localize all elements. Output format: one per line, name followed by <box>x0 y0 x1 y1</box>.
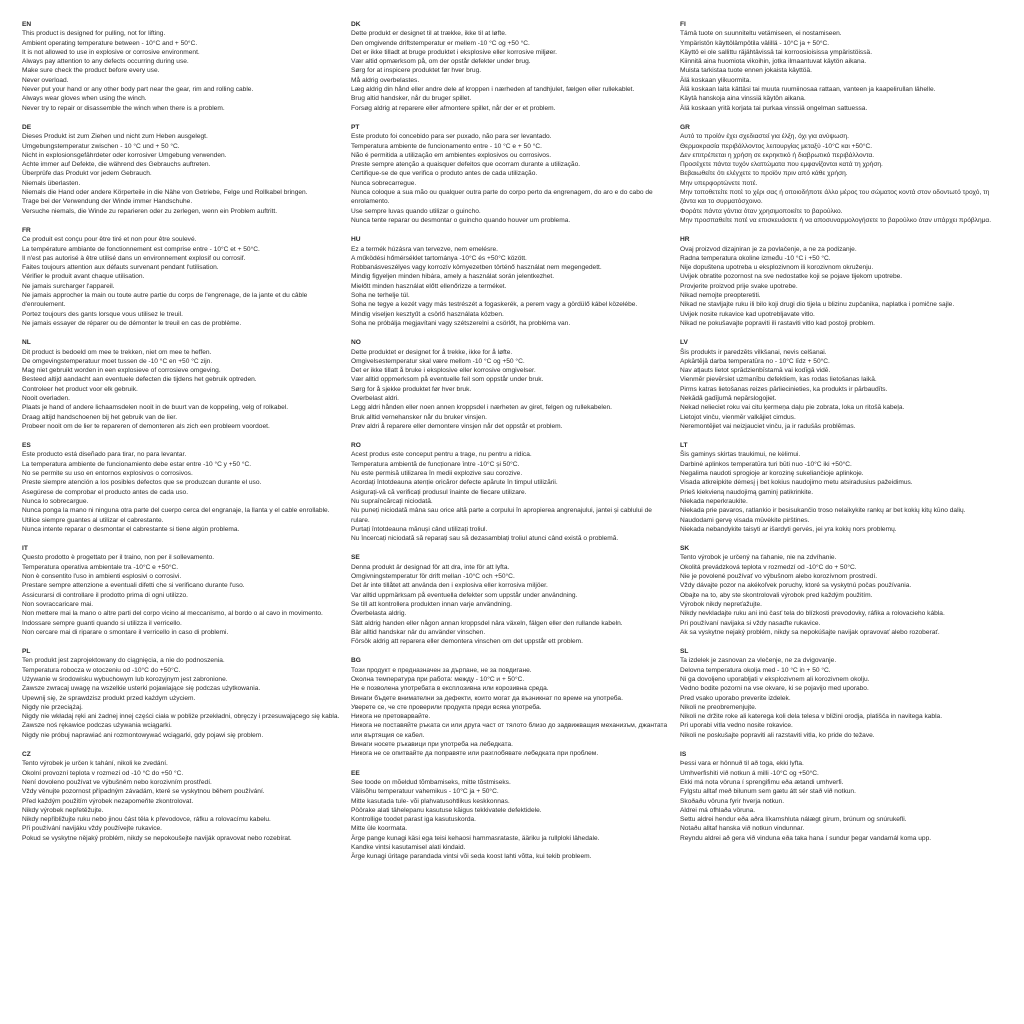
instruction-line: Dette produktet er designet for å trekke, ikke for å løfte. <box>351 348 513 356</box>
instruction-line: Negalima naudoti sprogioje ar korozinę sukeliančioje aplinkoje. <box>680 470 864 478</box>
instruction-line: Acest produs este conceput pentru a trage, nu pentru a ridica. <box>351 451 532 459</box>
instruction-line: Używanie w środowisku wybuchowym lub korozyjnym jest zabronione. <box>22 676 228 683</box>
language-code: NO <box>351 339 361 347</box>
language-code: NL <box>22 339 31 347</box>
instruction-line: Tento výrobek je určen k tahání, nikoli ke zvedání. <box>22 760 168 768</box>
instruction-line: Forsøg aldrig at reparere eller afmontere spillet, når der er et problem. <box>351 104 556 112</box>
instruction-line: Never overload. <box>22 76 69 84</box>
language-code: HR <box>680 236 690 244</box>
instruction-line: Nekādā gadījumā nepārslogojiet. <box>680 394 777 402</box>
language-section-nl <box>22 338 340 431</box>
instruction-line: Ovaj proizvod dizajniran je za povlačenje, a ne za podizanje. <box>680 245 857 253</box>
instruction-line: Sørg for å sjekke produktet før hver bruk. <box>351 385 472 393</box>
instruction-line: Винаги носете ръкавици при употреба на лебедката. <box>351 741 513 749</box>
instruction-line: Vær alltid oppmerksom på eventuelle feil som oppstår under bruk. <box>351 376 544 384</box>
instruction-line: Niekada neperkraukite. <box>680 497 748 505</box>
language-section-fi <box>680 20 1002 113</box>
instruction-line: Vedno bodite pozorni na vse okvare, ki se pojavijo med uporabo. <box>680 685 869 693</box>
instruction-line: Notaðu alltaf hanska við notkun vindunnar. <box>680 825 805 833</box>
instruction-line: Probeer nooit om de lier te repareren of demonteren als zich een probleem voordoet. <box>22 422 270 430</box>
instruction-line: Mitte üle koormata. <box>351 825 408 833</box>
instruction-line: Temperatura robocza w otoczeniu od -10°C do +50°C. <box>22 666 181 674</box>
instruction-line: A működési hőmérséklet tartománya -10°C és +50°C között. <box>351 254 527 262</box>
instruction-line: Umgebungstemperatur zwischen - 10 °C und + 50 °C. <box>22 142 180 150</box>
language-code: LT <box>680 442 688 450</box>
instruction-line: Kiinnitä aina huomiota vikoihin, jotka ilmaantuvat käytön aikana. <box>680 58 867 66</box>
instruction-line: Aldrei má ofhlaða vöruna. <box>680 806 756 814</box>
instruction-line: Bär alltid handskar när du använder vinschen. <box>351 628 486 636</box>
instruction-line: Soha ne próbálja megjavítani vagy szétszerelni a csörlőt, ha probléma van. <box>351 319 571 327</box>
instruction-line: Omgivningstemperatur för drift mellan -10°C och +50°C. <box>351 573 515 581</box>
instruction-line: Nigdy nie wkładaj ręki ani żadnej innej części ciała w pobliże przekładni, obręczy i przesuwającego się kabla. <box>22 713 340 721</box>
instruction-line: Obajte na to, aby ste skontrolovali výrobok pred každým použitím. <box>680 591 873 599</box>
instruction-line: Overbelast aldri. <box>351 394 400 402</box>
instruction-line: Plaats je hand of andere lichaamsdelen nooit in de buurt van de koppeling, velg of rolkabel. <box>22 404 289 412</box>
instruction-line: Βεβαιωθείτε ότι ελέγχετε το προϊόν πριν από κάθε χρήση. <box>680 170 848 178</box>
instruction-line: See toode on mõeldud tõmbamiseks, mitte tõstmiseks. <box>351 778 511 786</box>
instruction-line: Kandke vintsi kasutamisel alati kindaid. <box>351 844 466 852</box>
instruction-line: Dieses Produkt ist zum Ziehen und nicht zum Heben ausgelegt. <box>22 133 208 141</box>
instruction-line: Nu puneți niciodată mâna sau orice altă parte a corpului în apropierea angrenajului, jantei și cablului de rulare. <box>351 507 652 524</box>
instruction-line: Det er ikke tilladt at bruge produktet i eksplosive eller korrosive miljøer. <box>351 48 557 56</box>
language-section-is <box>680 750 1002 843</box>
instruction-line: Този продукт е предназначен за дърпане, не за повдигане. <box>351 666 532 674</box>
instruction-line: Certifique-se de que verifica o produto antes de cada utilização. <box>351 170 538 178</box>
language-code: HU <box>351 236 361 244</box>
language-section-se <box>351 553 669 646</box>
instruction-line: Niemals die Hand oder andere Körperteile in die Nähe von Getriebe, Felge und Rollkabel bringen. <box>22 189 308 197</box>
instruction-line: Dit product is bedoeld om mee te trekken, niet om mee te heffen. <box>22 348 212 356</box>
instruction-line: Ne jamais approcher la main ou toute autre partie du corps de l'engrenage, de la jante et du câble d'enroulement. <box>22 292 308 309</box>
instruction-line: Tämä tuote on suunniteltu vetämiseen, ei nostamiseen. <box>680 30 842 38</box>
instruction-line: Besteed altijd aandacht aan eventuele defecten die tijdens het gebruik optreden. <box>22 376 257 384</box>
instruction-line: Skoðaðu vöruna fyrir hverja notkun. <box>680 797 785 805</box>
instruction-line: Delovna temperatura okolja med - 10 °C in + 50 °C. <box>680 666 831 674</box>
instruction-line: Pri používaní navijaka si vždy nasaďte rukavice. <box>680 619 821 627</box>
instruction-line: Tento výrobok je určený na ťahanie, nie na zdvíhanie. <box>680 554 837 562</box>
instruction-line: Læg aldrig din hånd eller andre dele af kroppen i nærheden af tandhjulet, fælgen eller rullekablet. <box>351 86 635 94</box>
instruction-line: Acordați întotdeauna atenție oricăror defecte apărute în timpul utilizării. <box>351 479 558 487</box>
instruction-line: Nunca lo sobrecargue. <box>22 497 89 505</box>
instruction-line: Okolní provozní teplota v rozmezí od -10 °C do +50 °C. <box>22 769 184 777</box>
instruction-line: Mielőtt minden használat előtt ellenőrizze a terméket. <box>351 282 507 290</box>
instruction-line: Μην υπερφορτώνετε ποτέ. <box>680 179 758 187</box>
instruction-line: It is not allowed to use in explosive or corrosive environment. <box>22 48 200 56</box>
instruction-line: Před každým použitím výrobek nezapomeňte zkontrolovat. <box>22 797 194 805</box>
instruction-line: Nikoli ne poskušajte popraviti ali razstaviti vitla, ko pride do težave. <box>680 731 875 739</box>
instruction-line: Må aldrig overbelastes. <box>351 76 420 84</box>
instruction-line: Brug altid handsker, når du bruger spillet. <box>351 95 472 103</box>
instruction-line: Vždy věnujte pozornost případným závadám, které se vyskytnou během používání. <box>22 788 265 796</box>
instruction-line: Denna produkt är designad för att dra, inte för att lyfta. <box>351 563 510 571</box>
instruction-line: Este producto está diseñado para tirar, no para levantar. <box>22 451 187 459</box>
instruction-line: Pri uporabi vitla vedno nosite rokavice. <box>680 722 793 730</box>
language-section-ro <box>351 441 669 543</box>
instruction-line: La température ambiante de fonctionnement est comprise entre - 10°C et + 50°C. <box>22 245 260 253</box>
instruction-line: Винаги бъдете внимателни за дефекти, които могат да възникнат по време на употреба. <box>351 694 623 702</box>
instruction-line: Upewnij się, że sprawdzisz produkt przed każdym użyciem. <box>22 694 196 702</box>
instruction-line: No se permite su uso en entornos explosivos o corrosivos. <box>22 470 193 478</box>
instruction-line: Nigdy nie przeciążaj. <box>22 703 83 711</box>
language-code: FR <box>22 226 31 234</box>
instruction-line: Nikdy nepřibližujte ruku nebo jinou část těla k převodovce, ráfku a rolovacímu kabelu. <box>22 816 271 824</box>
instruction-line: Не е позволена употребата в експлозивна или корозивна среда. <box>351 685 549 693</box>
instruction-line: Mitte kasutada tule- või plahvatusohtlikus keskkonnas. <box>351 797 510 805</box>
instruction-line: Dette produkt er designet til at trække, ikke til at løfte. <box>351 30 507 38</box>
instruction-line: Okolitá prevádzková teplota v rozmedzí od -10°C do + 50°C. <box>680 563 857 571</box>
instruction-line: Ni ga dovoljeno uporabljati v eksplozivnem ali korozivnem okolju. <box>680 676 870 683</box>
instruction-line: Nunca tente reparar ou desmontar o guincho quando houver um problema. <box>351 216 571 224</box>
language-code: GR <box>680 123 690 131</box>
language-section-sk <box>680 544 1002 637</box>
instruction-line: Ak sa vyskytne nejaký problém, nikdy sa nepokúšajte navijak opravovať alebo rozoberať. <box>680 628 940 636</box>
instruction-line: Ne jamais essayer de réparer ou de démonter le treuil en cas de problème. <box>22 319 242 327</box>
instruction-line: Ambient operating temperature between - 10°C and + 50°C. <box>22 39 198 47</box>
instruction-line: Umhverfishiti við notkun á milli -10°C og +50°C. <box>680 769 819 777</box>
instruction-line: Nav atļauts lietot sprādzienbīstamā vai kodīgā vidē. <box>680 367 831 375</box>
instruction-line: Ta izdelek je zasnovan za vlečenje, ne za dvigovanje. <box>680 657 837 665</box>
instruction-line: Nikad ne pokušavajte popraviti ili rastaviti vitlo kad postoji problem. <box>680 319 875 327</box>
instruction-line: Soha ne tegye a kezét vagy más testrészét a fogaskerék, a perem vagy a gördülő kábel közelébe. <box>351 301 638 309</box>
instruction-line: Never put your hand or any other body part near the gear, rim and rolling cable. <box>22 86 254 94</box>
instruction-line: Robbanásveszélyes vagy korrozív környezetben történő használat nem megengedett. <box>351 264 602 272</box>
language-code: DE <box>22 123 32 131</box>
instruction-line: Settu aldrei hendur eða aðra líkamshluta nálægt gírum, brúnum og snúrukefli. <box>680 816 907 824</box>
instruction-line: Nunca ponga la mano ni ninguna otra parte del cuerpo cerca del engranaje, la llanta y el cable enrollable. <box>22 507 330 515</box>
instruction-line: Nunca sobrecarregue. <box>351 179 417 187</box>
instruction-line: Μην προσπαθείτε ποτέ να επισκευάσετε ή να αποσυναρμολογήσετε το βαρούλκο όταν υπάρχει πρόβλημα. <box>680 216 992 224</box>
instruction-line: Non mettere mai la mano o altre parti del corpo vicino al meccanismo, al bordo o al cavo in movimento. <box>22 610 323 618</box>
instruction-line: Controleer het product voor elk gebruik. <box>22 385 138 393</box>
instruction-line: Il n'est pas autorisé à être utilisé dans un environnement explosif ou corrosif. <box>22 254 246 262</box>
instruction-line: Nie je povolené používať vo výbušnom alebo korozívnom prostredí. <box>680 573 878 581</box>
instruction-line: Sätt aldrig handen eller någon annan kroppsdel nära växeln, fälgen eller den rullande kabeln. <box>351 619 623 627</box>
instruction-line: Purtați întotdeauna mănuși când utilizați troliul. <box>351 525 488 533</box>
instruction-line: Nicht in explosionsgefährdeter oder korrosiver Umgebung verwenden. <box>22 151 227 159</box>
language-code: DK <box>351 21 361 28</box>
instruction-line: Den omgivende driftstemperatur er mellem -10 °C og +50 °C. <box>351 39 530 47</box>
language-section-lv <box>680 338 1002 431</box>
instruction-line: Nikoli ne držite roke ali katerega koli dela telesa v bližini orodja, platišča in navitega kabla. <box>680 713 943 721</box>
instruction-line: Προσέχετε πάντα τυχόν ελαττώματα που εμφανίζονται κατά τη χρήση. <box>680 161 883 169</box>
instruction-line: De omgevingstemperatuur moet tussen de -10 °C en +50 °C zijn. <box>22 357 213 365</box>
instruction-line: Älä koskaan laita kättäsi tai muuta ruumiinosaa rattaan, vanteen ja kaapelirullan lähelle. <box>680 86 936 94</box>
instruction-line: Vienmēr pievērsiet uzmanību defektiem, kas rodas lietošanas laikā. <box>680 376 877 384</box>
language-code: EN <box>22 21 32 28</box>
language-section-no <box>351 338 669 431</box>
instruction-line: Nikdy výrobek nepřetěžujte. <box>22 806 104 814</box>
instruction-line: Faites toujours attention aux défauts survenant pendant l'utilisation. <box>22 264 219 272</box>
language-code: PL <box>22 648 31 656</box>
instruction-line: Nigdy nie próbuj naprawiać ani rozmontowywać wciągarki, gdy pojawi się problem. <box>22 731 264 739</box>
instruction-line: Temperatura ambiente de funcionamento entre - 10 °C e + 50 °C. <box>351 142 542 150</box>
language-code: RO <box>351 442 361 450</box>
instruction-line: Asigurați-vă că verificați produsul înainte de fiecare utilizare. <box>351 488 527 496</box>
instruction-line: Draag altijd handschoenen bij het gebruik van de lier. <box>22 413 178 421</box>
instruction-line: Achte immer auf Defekte, die während des Gebrauchs auftreten. <box>22 161 211 169</box>
language-section-it <box>22 544 340 637</box>
language-section-hr <box>680 235 1002 328</box>
instruction-line: Temperatura ambientă de funcționare între -10°C și 50°C. <box>351 460 520 468</box>
instruction-line: Use sempre luvas quando utilizar o guincho. <box>351 207 481 215</box>
instruction-line: Nooit overladen. <box>22 394 71 402</box>
language-section-bg <box>351 656 669 758</box>
instruction-line: Älä koskaan yritä korjata tai purkaa vinssiä ongelman sattuessa. <box>680 104 868 112</box>
instruction-line: Ne jamais surcharger l'appareil. <box>22 282 115 290</box>
instruction-line: Nunca coloque a sua mão ou qualquer outra parte do corpo perto da engrenagem, do aro e do cabo de enrolamento. <box>351 189 653 206</box>
instruction-line: Überprüfe das Produkt vor jedem Gebrauch. <box>22 170 152 178</box>
instruction-line: Temperatura operativa ambientale tra -10°C e +50°C. <box>22 563 179 571</box>
instruction-line: Nu este permisă utilizarea în medii explozive sau corozive. <box>351 470 523 478</box>
language-code: IT <box>22 545 28 553</box>
instruction-line: Uvijek nosite rukavice kad upotrebljavate vitlo. <box>680 310 815 318</box>
instruction-line: Apkārtējā darba temperatūra no - 10°C līdz + 50°C. <box>680 357 830 365</box>
language-section-es <box>22 441 340 534</box>
instruction-line: Neremontējiet vai neizjauciet vinču, ja ir radušās problēmas. <box>680 422 856 430</box>
instruction-line: Pred vsako uporabo preverite izdelek. <box>680 694 791 702</box>
instruction-line: Asegúrese de comprobar el producto antes de cada uso. <box>22 488 189 496</box>
instruction-line: Mindig viseljen kesztyűt a csörlő használata közben. <box>351 310 504 318</box>
instruction-line: Αυτό το προϊόν έχει σχεδιαστεί για έλξη, όχι για ανύψωση. <box>680 133 849 141</box>
instruction-line: Trage bei der Verwendung der Winde immer Handschuhe. <box>22 198 193 206</box>
instruction-line: Never try to repair or disassemble the winch when there is a problem. <box>22 104 225 112</box>
instruction-line: Radna temperatura okoline između -10 °C i +50 °C. <box>680 254 831 262</box>
instruction-line: Ekki má nota vöruna í sprengifimu eða ætandi umhverfi. <box>680 778 844 786</box>
instruction-line: Никога не претоварвайте. <box>351 713 431 721</box>
instruction-line: Det är inte tillåtet att använda den i explosiva eller korrosiva miljöer. <box>351 582 548 590</box>
instruction-line: Pirms katras lietošanas reizes pārliecinieties, ka produkts ir pārbaudīts. <box>680 385 888 393</box>
instruction-line: Soha ne terhelje túl. <box>351 292 410 300</box>
language-section-hu <box>351 235 669 328</box>
instruction-line: Reyndu aldrei að gera við vinduna eða taka hana í sundur þegar vandamál koma upp. <box>680 834 932 842</box>
instruction-line: Zawsze zwracaj uwagę na wszelkie usterki pojawiające się podczas użytkowania. <box>22 685 261 693</box>
instruction-line: Nije dopuštena upotreba u eksplozivnom ili korozivnom okruženju. <box>680 264 874 272</box>
instruction-line: Utilice siempre guantes al utilizar el cabrestante. <box>22 516 164 524</box>
instruction-line: Уверете се, че сте проверили продукта преди всяка употреба. <box>351 703 542 711</box>
instruction-line: Никога не поставяйте ръката си или друга част от тялото близо до задвижващия механизъм, джантата или въртящия се кабел. <box>351 722 668 739</box>
instruction-line: Θερμοκρασία περιβάλλοντος λειτουργίας μεταξύ -10°C και +50°C. <box>680 142 873 150</box>
instruction-line: Ärge kunagi üritage parandada vintsi või seda koost lahti võtta, kui tekib probleem. <box>351 853 592 861</box>
instruction-line: Kontrollige toodet parast iga kasutuskorda. <box>351 816 476 824</box>
language-code: CZ <box>22 751 31 759</box>
language-code: LV <box>680 339 688 347</box>
instruction-line: Niekada prie pavaros, ratlankio ir besisukančio troso nelaikykite rankų ar bet kokių kitų kūno dalių. <box>680 507 966 515</box>
instruction-line: Nikad nemojte preopteretiti. <box>680 292 761 300</box>
instruction-line: Visada atkreipkite dėmesį į bet kokius naudojimo metu atsiradusius pažeidimus. <box>680 479 913 487</box>
language-code: ES <box>22 442 31 450</box>
language-code: SK <box>680 545 690 553</box>
instruction-line: Vždy dávajte pozor na akékoľvek poruchy, ktoré sa vyskytnú počas používania. <box>680 582 912 590</box>
instruction-line: La temperatura ambiente de funcionamiento debe estar entre -10 °C y +50 °C. <box>22 460 252 468</box>
language-code: IS <box>680 751 687 759</box>
instruction-line: Zawsze noś rękawice podczas używania wciągarki. <box>22 722 172 730</box>
instruction-line: Nikoli ne preobremenjujte. <box>680 703 757 711</box>
instruction-line: Fylgstu alltaf með bilunum sem gætu átt sér stað við notkun. <box>680 788 856 796</box>
instruction-line: Always wear gloves when using the winch. <box>22 95 147 103</box>
column-2 <box>351 20 669 872</box>
instruction-line: Överbelasta aldrig. <box>351 610 407 618</box>
instruction-line: Este produto foi concebido para ser puxado, não para ser levantado. <box>351 133 552 141</box>
instruction-line: Make sure check the product before every use. <box>22 67 160 75</box>
column-3 <box>680 20 1002 853</box>
instruction-line: Käytä hanskoja aina vinssiä käytön aikana. <box>680 95 806 103</box>
instruction-line: Se till att kontrollera produkten innan varje användning. <box>351 600 512 608</box>
instruction-line: Nu încercați niciodată să reparați sau să dezasamblați troliul atunci când există o problemă. <box>351 535 619 543</box>
instruction-line: Pokud se vyskytne nějaký problém, nikdy se nepokoušejte naviják opravovat nebo rozebírat. <box>22 834 292 842</box>
instruction-line: Prieš kiekvieną naudojimą gaminį patikrinkite. <box>680 488 814 496</box>
instruction-line: Lietojot vinču, vienmēr valkājiet cimdus. <box>680 413 796 421</box>
language-section-dk <box>351 20 669 113</box>
instruction-line: Šis produkts ir paredzēts vilkšanai, nevis celšanai. <box>680 348 827 356</box>
instruction-line: Při používání navijáku vždy používejte rukavice. <box>22 825 163 833</box>
instruction-line: Always pay attention to any defects occurring during use. <box>22 58 189 66</box>
language-section-fr <box>22 226 340 328</box>
language-section-ee <box>351 769 669 862</box>
instruction-line: Šis gaminys skirtas traukimui, ne kėlimui. <box>680 451 801 459</box>
instruction-line: Preste siempre atención a los posibles defectos que se produzcan durante el uso. <box>22 479 262 487</box>
language-section-en <box>22 20 340 113</box>
instruction-line: Prestare sempre attenzione a eventuali difetti che si verificano durante l'uso. <box>22 582 245 590</box>
instruction-line: Questo prodotto è progettato per il traino, non per il sollevamento. <box>22 554 215 562</box>
language-code: PT <box>351 123 360 131</box>
instruction-line: Det er ikke tillatt å bruke i eksplosive eller korrosive omgivelser. <box>351 367 536 375</box>
instruction-line: Mag niet gebruikt worden in een explosieve of corrosieve omgeving. <box>22 367 221 375</box>
language-section-cz <box>22 750 340 843</box>
language-section-pl <box>22 647 340 740</box>
language-section-pt <box>351 123 669 225</box>
instruction-line: Bruk alltid vernehansker når du bruker vinsjen. <box>351 413 487 421</box>
instruction-line: Ympäristön käyttölämpötila välillä - 10°C ja + 50°C. <box>680 39 830 47</box>
instruction-line: Φοράτε πάντα γάντια όταν χρησιμοποιείτε το βαρούλκο. <box>680 207 843 215</box>
instruction-line: Vérifier le produit avant chaque utilisation. <box>22 273 145 281</box>
instruction-line: Käyttö ei ole sallittu räjähtävissä tai korroosioisissa ympäristöissä. <box>680 48 873 56</box>
language-code: FI <box>680 21 686 28</box>
column-1 <box>22 20 340 853</box>
instruction-line: Nikdy nevkladajte ruku ani inú časť tela do blízkosti prevodovky, ráfika a rolovacieho kábla. <box>680 610 945 618</box>
instruction-line: Versuche niemals, die Winde zu reparieren oder zu zerlegen, wenn ein Problem auftritt. <box>22 207 278 215</box>
instruction-line: Ärge pange kunagi käsi ega teisi kehaosi hammasrataste, ääriku ja rullploki lähedale. <box>351 834 600 842</box>
instruction-line: Älä koskaan ylikuormita. <box>680 76 752 84</box>
instruction-line: Þessi vara er hönnuð til að toga, ekki lyfta. <box>680 760 804 768</box>
instruction-line: Mindig figyeljen minden hibára, amely a használat során jelentkezhet. <box>351 273 555 281</box>
language-section-sl <box>680 647 1002 740</box>
instruction-line: Indossare sempre guanti quando si utilizza il verricello. <box>22 619 182 627</box>
language-code: SL <box>680 648 689 656</box>
instruction-line: Ez a termék húzásra van tervezve, nem emelésre. <box>351 245 498 253</box>
instruction-line: Никога не се опитвайте да поправяте или разглобявате лебедката при проблем. <box>351 750 599 758</box>
language-section-lt <box>680 441 1002 534</box>
instruction-line: Legg aldri hånden eller noen annen kroppsdel i nærheten av giret, felgen og rullekabelen. <box>351 404 613 412</box>
language-code: SE <box>351 554 360 562</box>
language-code: EE <box>351 769 360 777</box>
instruction-line: Non è consentito l'uso in ambienti esplosivi o corrosivi. <box>22 573 182 581</box>
instruction-line: This product is designed for pulling, not for lifting. <box>22 30 166 38</box>
instruction-line: Ten produkt jest zaprojektowany do ciągnięcia, a nie do podnoszenia. <box>22 657 225 665</box>
language-section-de <box>22 123 340 216</box>
instruction-line: Muista tarkistaa tuote ennen jokaista käyttöä. <box>680 67 812 75</box>
language-section-gr <box>680 123 1002 225</box>
instruction-line: Niekada nebandykite taisyti ar išardyti gervės, jei yra kokių nors problemų. <box>680 525 897 533</box>
instruction-line: Околна температура при работа: между - 10°C и + 50°C. <box>351 676 525 683</box>
instruction-line: Preste sempre atenção a quaisquer defeitos que ocorram durante a utilização. <box>351 161 581 169</box>
instruction-line: Ce produit est conçu pour être tiré et non pour être soulevé. <box>22 236 197 244</box>
instruction-line: Provjerite proizvod prije svake upotrebe. <box>680 282 798 290</box>
instruction-line: Välisõhu temperatuur vahemikus - 10°C ja + 50°C. <box>351 788 499 796</box>
instruction-line: Prøv aldri å reparere eller demontere vinsjen når det oppstår et problem. <box>351 422 563 430</box>
instruction-line: Non cercare mai di riparare o smontare il verricello in caso di problemi. <box>22 628 229 636</box>
instruction-line: Naudodami gervę visada mūvėkite pirštines. <box>680 516 810 524</box>
instruction-line: Omgivelsestemperatur skal være mellom -10 °C og +50 °C. <box>351 357 525 365</box>
instruction-line: Var alltid uppmärksam på eventuella defekter som uppstår under användning. <box>351 591 578 599</box>
instruction-line: Není dovoleno používat ve výbušném nebo korozivním prostředí. <box>22 778 212 786</box>
instruction-line: Nikad ne stavljajte ruku ili bilo koji drugi dio tijela u blizinu zupčanika, naplatka i pomične sajle. <box>680 301 955 309</box>
instruction-line: Non sovraccaricare mai. <box>22 600 94 608</box>
instruction-line: Nu supraîncărcați niciodată. <box>351 497 433 505</box>
instruction-line: Niemals überlasten. <box>22 179 81 187</box>
instruction-line: Darbinė aplinkos temperatūra turi būti nuo -10°C iki +50°C. <box>680 460 852 468</box>
instruction-line: Výrobok nikdy nepreťažujte. <box>680 600 763 608</box>
instruction-line: Assicurarsi di controllare il prodotto prima di ogni utilizzo. <box>22 591 189 599</box>
instruction-line: Μην τοποθετείτε ποτέ το χέρι σας ή οποιοδήποτε άλλο μέρος του σώματος κοντά στον οδοντωτό τροχό, τη ζάντα και το συρματόσχοινο. <box>680 189 990 206</box>
instruction-line: Não é permitida a utilização em ambientes explosivos ou corrosivos. <box>351 151 552 159</box>
language-code: BG <box>351 657 361 665</box>
instruction-line: Δεν επιτρέπεται η χρήση σε εκρηκτικό ή διαβρωτικό περιβάλλοντα. <box>680 151 875 159</box>
instruction-line: Portez toujours des gants lorsque vous utilisez le treuil. <box>22 310 183 318</box>
instruction-line: Nekad nelieciet roku vai citu ķermeņa daļu pie zobrata, loka un ritošā kabeļa. <box>680 404 905 412</box>
instruction-line: Nunca intente reparar o desmontar el cabrestante si tiene algún problema. <box>22 525 240 533</box>
instruction-line: Uvijek obratite pozornost na sve nedostatke koji se pojave tijekom upotrebe. <box>680 273 903 281</box>
instruction-line: Sørg for at inspicere produktet før hver brug. <box>351 67 482 75</box>
instruction-line: Försök aldrig att reparera eller demontera vinschen om det uppstår ett problem. <box>351 638 583 646</box>
instruction-line: Pöörake alati tähelepanu kasutuse käigus tekkivatele defektidele. <box>351 806 542 814</box>
instruction-line: Vær altid opmærksom på, om der opstår defekter under brug. <box>351 58 531 66</box>
